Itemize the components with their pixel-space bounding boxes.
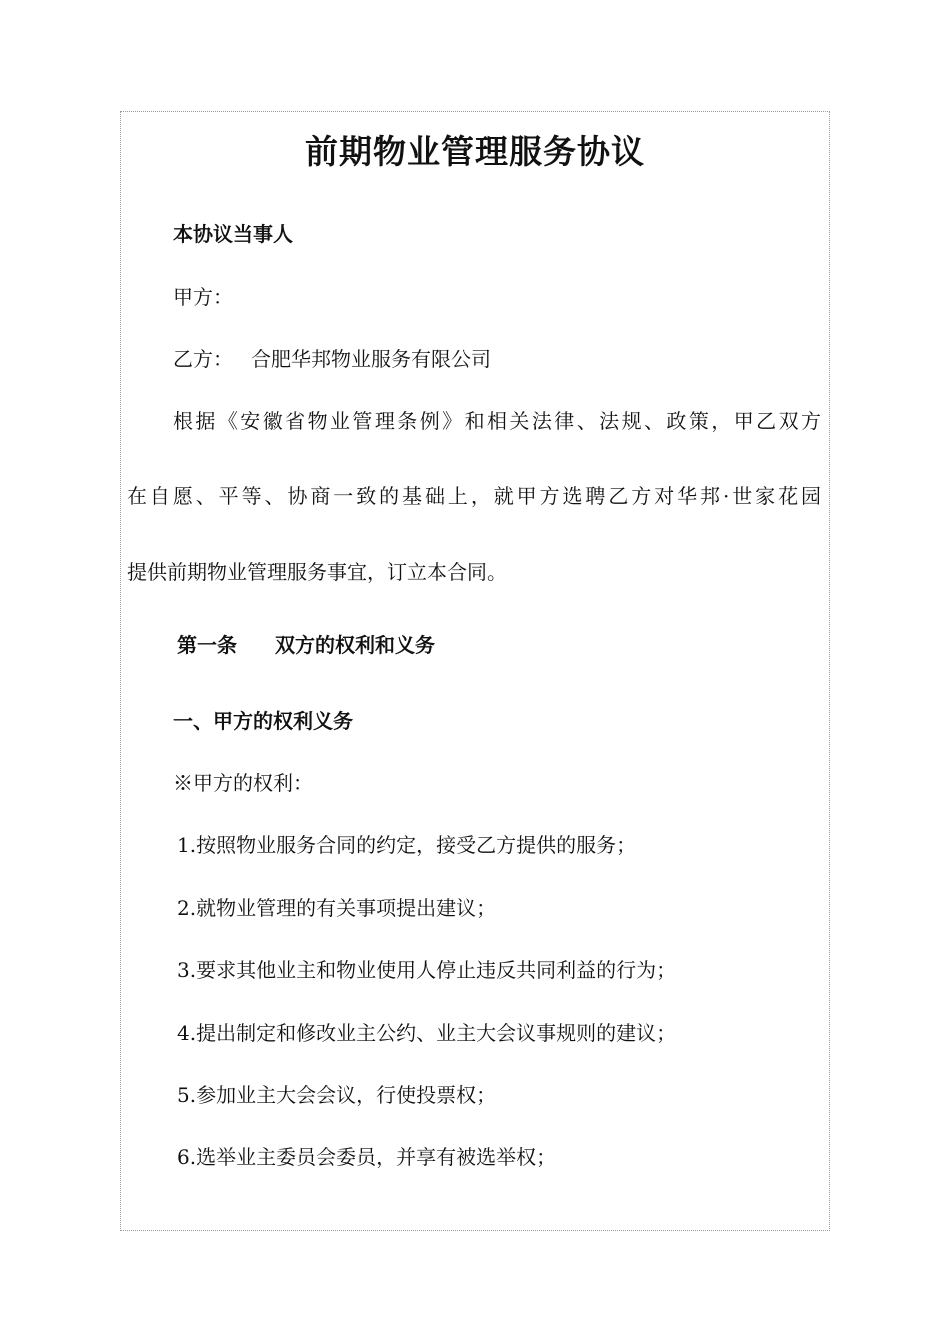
rights-heading: ※甲方的权利： (173, 771, 313, 795)
preamble-line-2: 在自愿、平等、协商一致的基础上，就甲方选聘乙方对华邦·世家花园 (127, 484, 821, 508)
article-1-number: 第一条 (177, 633, 237, 657)
party-b-name: 合肥华邦物业服务有限公司 (251, 347, 491, 371)
document-title: 前期物业管理服务协议 (305, 132, 645, 171)
preamble-line-3: 提供前期物业管理服务事宜，订立本合同。 (127, 560, 507, 584)
party-a-line (173, 285, 233, 309)
preamble-line-1: 根据《安徽省物业管理条例》和相关法律、法规、政策，甲乙双方 (173, 409, 821, 433)
party-b-line (173, 347, 491, 371)
rights-item-5: 5.参加业主大会会议，行使投票权； (177, 1083, 497, 1107)
party-b-label: 乙方： (173, 347, 233, 371)
rights-item-3: 3.要求其他业主和物业使用人停止违反共同利益的行为； (177, 958, 677, 982)
party-a-label: 甲方： (173, 285, 233, 309)
article-1-title: 双方的权利和义务 (275, 633, 435, 657)
parties-heading: 本协议当事人 (173, 222, 293, 246)
rights-item-4: 4.提出制定和修改业主公约、业主大会议事规则的建议； (177, 1021, 677, 1045)
article-1-heading (177, 633, 435, 657)
rights-item-6: 6.选举业主委员会委员，并享有被选举权； (177, 1145, 557, 1169)
rights-item-2: 2.就物业管理的有关事项提出建议； (177, 896, 497, 920)
page-border (120, 111, 830, 1231)
section-1-heading: 一、甲方的权利义务 (173, 709, 353, 733)
rights-item-1: 1.按照物业服务合同的约定，接受乙方提供的服务； (177, 833, 637, 857)
